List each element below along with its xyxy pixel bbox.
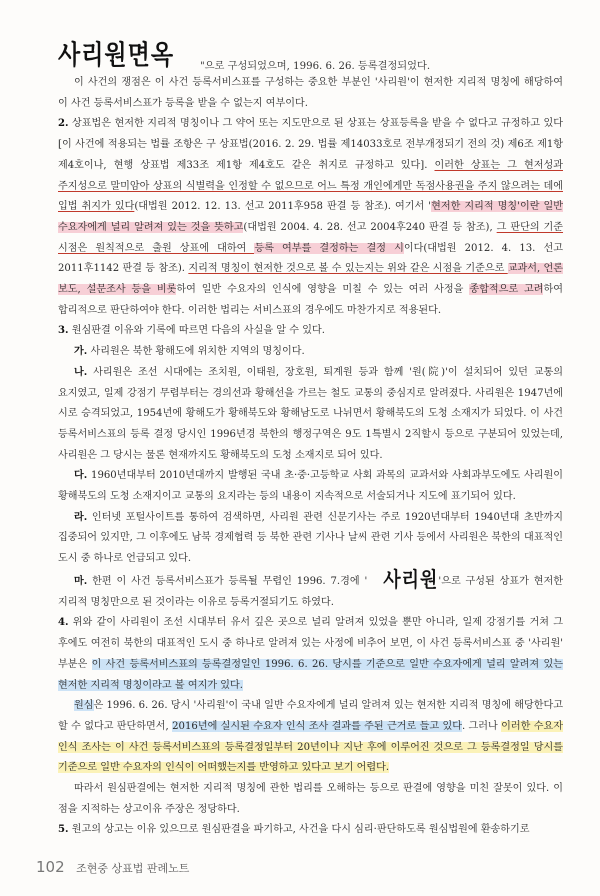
text-run: 사리원은 북한 황해도에 위치한 지역의 명칭이다. bbox=[90, 346, 305, 358]
logo-caption: "으로 구성되었으며, 1996. 6. 26. 등록결정되었다. bbox=[200, 61, 431, 72]
highlighted-text: 종합적으로 고려 bbox=[469, 284, 544, 296]
text-run: 하여 합리적으로 판단하여야 한다. 이러한 법리는 서비스표의 경우에도 마찬가지로 적용된다. bbox=[58, 284, 563, 316]
paragraph-1: 이 사건의 쟁점은 이 사건 등록서비스표를 구성하는 중요한 부분인 '사리원'이 현저한 지리적 명칭에 해당하여 이 사건 등록서비스표가 등록을 받을 수 없는지 여부이다. bbox=[58, 77, 563, 109]
item-marker: 다. bbox=[74, 470, 88, 482]
underlined-text: 이러한 상표는 그 현저성과 주지성으로 말미암아 상표의 식별력을 인정할 수 없으므로 어느 특정 개인에게만 독점사용권을 주지 않으려는 데에 입법 취지가 있다 bbox=[58, 159, 563, 213]
paragraph-2 bbox=[58, 114, 563, 321]
underlined-text: 그 판단의 기준 시점은 원칙적으로 출원 상표에 대하여 bbox=[58, 221, 564, 254]
highlighted-text: 교과서, 언론 보도, 설문조사 등을 비롯 bbox=[58, 263, 564, 296]
section-number: 4. bbox=[58, 617, 69, 629]
highlighted-text: 이러한 수요자 인식 조사는 이 사건 등록서비스표의 등록결정일부터 20년이나 지난 후에 이루어진 것으로 그 등록결정일 당시를 기준으로 일반 수요자의 인식이 어떠했는지를 반영하고 있다고 보기 어렵다. bbox=[58, 720, 563, 774]
text-run: 인터넷 포털사이트를 통하여 검색하면, 사리원 관련 신문기사는 주로 1920년대부터 1940년대 초반까지 집중되어 있지만, 그 이후에도 남북 경제협력 등 북한 관련 기사나 날씨 관련 기사 등에서 사리원은 북한의 대표적인 도시 중 하나로 언급되고 있다. bbox=[58, 511, 563, 565]
text-run: 이다(대법원 2012. 4. 13. 선고 2011후1142 판결 등 참조). bbox=[58, 242, 563, 275]
body-text-top bbox=[58, 73, 563, 570]
highlighted-text: 등록 여부를 결정하는 결정 시 bbox=[254, 242, 404, 254]
body-text-bottom bbox=[58, 568, 564, 841]
text-run: 원심판결 이유와 기록에 따르면 다음의 사실을 알 수 있다. bbox=[71, 325, 325, 337]
underlined-text: 지리적 명칭이 현저한 것으로 볼 수 있는지는 위와 같은 시점을 기준으로 bbox=[188, 263, 508, 275]
paragraph-3 bbox=[58, 321, 563, 342]
text-run: '으로 구성된 상표가 현저한 지리적 명칭만으로 된 것이라는 이유로 등록거절되기도 하였다. bbox=[58, 576, 564, 608]
text-run: 위와 같이 사리원이 조선 시대부터 유서 깊은 곳으로 널리 알려져 있었을 뿐만 아니라, 일제 강점기를 거쳐 그 후에도 여전히 북한의 대표적인 도시 중 하나로 알려져 있는 사정에 비추어 보면, 이 사건 등록서비스표 중 '사리원' 부분은 bbox=[58, 617, 563, 670]
highlighted-text: 이 사건 등록서비스표의 등록결정일인 1996. 6. 26. 당시를 기준으로 일반 수요자에게 널리 알려져 있는 현저한 지리적 명칭이라고 볼 여지가 있다. bbox=[58, 658, 564, 691]
text-run: 1960년대부터 2010년대까지 발행된 국내 초·중·고등학교 사회 과목의 교과서와 사회과부도에도 사리원이 황해북도의 도청 소재지이고 교통의 요지라는 등의 내용이 지속적으로 서술되거나 지도에 표기되어 있다. bbox=[58, 470, 563, 503]
paragraph-ma bbox=[58, 568, 564, 613]
text-run: (대법원 2004. 4. 28. 선고 2004후240 판결 등 참조), bbox=[243, 221, 497, 233]
book-title: 조현중 상표법 판례노트 bbox=[76, 862, 190, 875]
highlighted-text: 현저한 지리적 명칭'이란 일반 수요자에게 널리 알려져 있는 것을 뜻하고 bbox=[58, 201, 564, 233]
highlighted-text: 2016년에 실시된 수요자 인식 조사 결과를 주된 근거로 들고 있다 bbox=[172, 720, 462, 732]
text-run: 하여 일반 수요자의 인식에 영향을 미칠 수 있는 여러 사정을 bbox=[176, 284, 470, 296]
paragraph-ga bbox=[58, 342, 563, 363]
text-run: 한편 이 사건 등록서비스표가 등록될 무렵인 1996. 7.경에 ' bbox=[92, 576, 368, 587]
item-marker: 나. bbox=[74, 366, 88, 378]
section-number: 3. bbox=[58, 325, 69, 337]
page-footer bbox=[36, 858, 189, 876]
paragraph-4 bbox=[58, 613, 563, 696]
item-marker: 가. bbox=[74, 346, 88, 358]
text-run: 사리원은 조선 시대에는 조치원, 이태원, 장호원, 퇴계원 등과 함께 '원(院)'이 설치되어 있던 교통의 요지였고, 일제 강점기 무렵부터는 경의선과 황해선을 가르는 철도 교통의 중심지로 알려졌다. 사리원은 1947년에 시로 승격되었고, 1954년에 황해도가 황해북도와 황해남도로 나뉘면서 황해북도의 도청 소재지가 되었다. 이 사건 등록서비스표의 등록 결정 당시인 1996년경 북한의 행정구역은 9도 1특별시 2직할시 등으로 구분되어 있었는데, 사리원은 그 당시는 물론 현재까지도 황해북도의 도청 소재지로 되어 있다. bbox=[58, 366, 563, 461]
text-run: 원고의 상고는 이유 있으므로 원심판결을 파기하고, 사건을 다시 심리·판단하도록 원심법원에 환송하기로 bbox=[71, 824, 530, 836]
sariwon-mark-logo: 사리원 bbox=[383, 568, 439, 593]
item-marker: 라. bbox=[74, 511, 88, 523]
page-number: 102 bbox=[36, 858, 65, 876]
highlighted-text: 원심 bbox=[74, 700, 94, 712]
text-run: 상표법은 현저한 지리적 명칭이나 그 약어 또는 지도만으로 된 상표는 상표등록을 받을 수 없다고 규정하고 있다[이 사건에 적용되는 법률 조항은 구 상표법(2016. 2. 29. 법률 제14033호로 전부개정되기 전의 것) 제6조 제1항 제4호이나, 현행 상표법 제33조 제1항 제4호도 같은 취지로 규정하고 있다]. bbox=[58, 118, 563, 171]
paragraph-7 bbox=[58, 820, 563, 841]
restaurant-logo-text: 사리원면옥 bbox=[58, 40, 175, 71]
text-run: (대법원 2012. 12. 13. 선고 2011후958 판결 등 참조). 여기서 ' bbox=[134, 201, 432, 213]
text-run: 은 1996. 6. 26. 당시 '사리원'이 국내 일반 수요자에게 널리 알려져 있는 현저한 지리적 명칭에 해당한다고 할 수 없다고 판단하면서, bbox=[58, 700, 563, 732]
paragraph-6: 따라서 원심판결에는 현저한 지리적 명칭에 관한 법리를 오해하는 등으로 판결에 영향을 미친 잘못이 있다. 이 점을 지적하는 상고이유 주장은 정당하다. bbox=[58, 783, 563, 815]
paragraph-da bbox=[58, 466, 563, 507]
paragraph-ra bbox=[58, 508, 563, 570]
item-marker: 마. bbox=[74, 576, 88, 587]
paragraph-5 bbox=[58, 696, 563, 779]
text-run: . 그러나 bbox=[461, 720, 502, 732]
section-number: 5. bbox=[58, 824, 69, 836]
paragraph-na bbox=[58, 363, 563, 467]
section-number: 2. bbox=[58, 118, 69, 130]
